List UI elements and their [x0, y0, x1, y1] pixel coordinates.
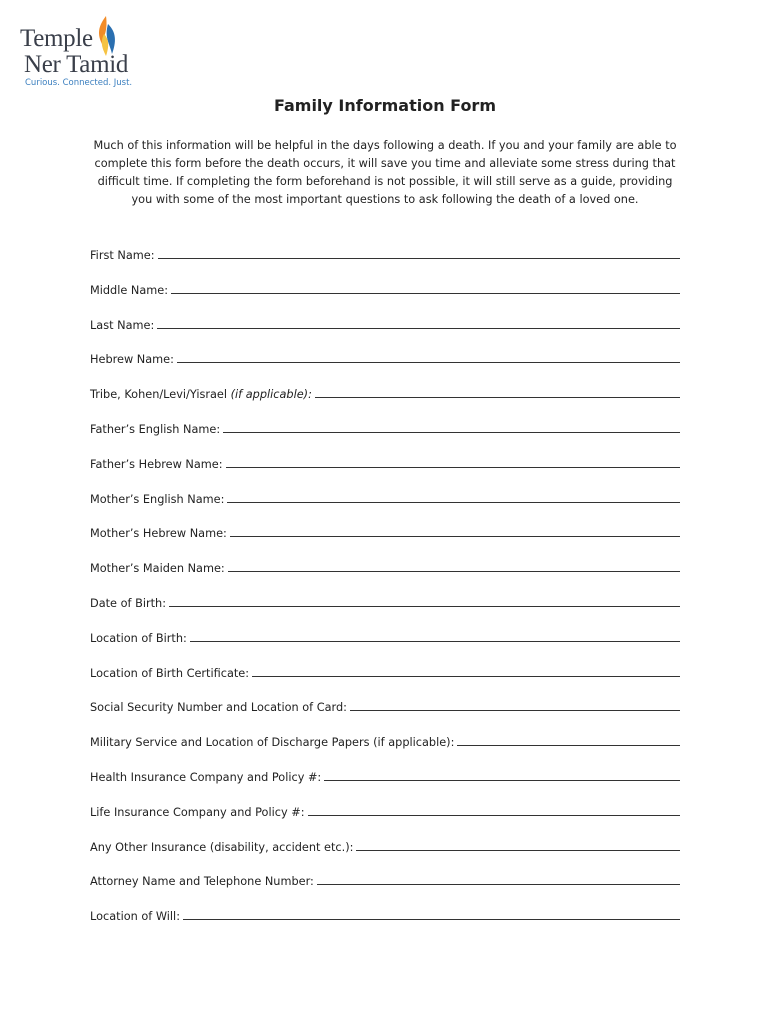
form-field-row	[90, 868, 680, 888]
logo-tagline: Curious. Connected. Just.	[25, 78, 133, 88]
fill-in-line[interactable]	[457, 744, 680, 746]
field-label: Father’s Hebrew Name:	[90, 457, 223, 471]
form-field-row	[90, 555, 680, 575]
fill-in-line[interactable]	[171, 292, 680, 294]
fill-in-line[interactable]	[223, 431, 680, 433]
field-label: Military Service and Location of Discharge Papers (if applicable):	[90, 736, 455, 750]
field-label: Last Name:	[90, 318, 155, 332]
form-field-row	[90, 729, 680, 749]
field-label: Mother’s Hebrew Name:	[90, 527, 227, 541]
form-field-row	[90, 799, 680, 819]
fill-in-line[interactable]	[230, 535, 680, 537]
temple-logo	[18, 12, 138, 90]
field-label: Location of Birth:	[90, 631, 187, 645]
fill-in-line[interactable]	[315, 396, 680, 398]
form-field-row	[90, 660, 680, 680]
field-label: Tribe, Kohen/Levi/Yisrael (if applicable):	[90, 388, 312, 402]
form-field-row	[90, 834, 680, 854]
field-label: Hebrew Name:	[90, 353, 174, 367]
fill-in-line[interactable]	[158, 257, 681, 259]
fill-in-line[interactable]	[324, 779, 680, 781]
form-field-row	[90, 242, 680, 262]
fill-in-line[interactable]	[190, 640, 680, 642]
fill-in-line[interactable]	[252, 675, 680, 677]
fill-in-line[interactable]	[177, 361, 680, 363]
fill-in-line[interactable]	[356, 849, 680, 851]
fill-in-line[interactable]	[157, 327, 680, 329]
fill-in-line[interactable]	[228, 570, 680, 572]
fill-in-line[interactable]	[169, 605, 680, 607]
field-label: Father’s English Name:	[90, 422, 221, 436]
form-field-row	[90, 694, 680, 714]
form-field-row	[90, 520, 680, 540]
form-title: Family Information Form	[273, 96, 496, 115]
form-field-row	[90, 590, 680, 610]
field-label: Social Security Number and Location of Card:	[90, 701, 347, 715]
form-field-row	[90, 277, 680, 297]
form-fields	[90, 242, 680, 938]
form-field-row	[90, 486, 680, 506]
form-field-row	[90, 625, 680, 645]
form-field-row	[90, 451, 680, 471]
field-label: Mother’s English Name:	[90, 492, 225, 506]
fill-in-line[interactable]	[227, 501, 680, 503]
form-intro: Much of this information will be helpful in the days following a death. If you and your family are able to complete this form before the death occurs, it will save you time and alleviate some stress during that difficult time. If completing the form beforehand is not possible, it will still serve as a guide, providing you with some of the most important questions to ask following the death of a loved one.	[93, 139, 677, 206]
fill-in-line[interactable]	[350, 709, 680, 711]
form-field-row	[90, 416, 680, 436]
fill-in-line[interactable]	[226, 466, 680, 468]
field-label: Health Insurance Company and Policy #:	[90, 770, 322, 784]
field-label: Life Insurance Company and Policy #:	[90, 805, 305, 819]
field-label: Attorney Name and Telephone Number:	[90, 875, 314, 889]
field-label: Location of Will:	[90, 910, 180, 924]
form-field-row	[90, 381, 680, 401]
field-label: First Name:	[90, 249, 155, 262]
field-label: Location of Birth Certificate:	[90, 666, 250, 680]
fill-in-line[interactable]	[308, 814, 680, 816]
field-label: Date of Birth:	[90, 596, 167, 610]
form-field-row	[90, 346, 680, 366]
form-field-row	[90, 312, 680, 332]
fill-in-line[interactable]	[317, 883, 680, 885]
logo-line1: Temple	[20, 25, 93, 52]
form-field-row	[90, 903, 680, 923]
logo-line2: Ner Tamid	[24, 51, 129, 78]
field-label: Mother’s Maiden Name:	[90, 562, 225, 576]
form-field-row	[90, 764, 680, 784]
field-label-note: (if applicable):	[230, 388, 312, 402]
field-label: Any Other Insurance (disability, accident etc.):	[90, 840, 354, 854]
fill-in-line[interactable]	[183, 918, 680, 920]
field-label: Middle Name:	[90, 283, 169, 297]
